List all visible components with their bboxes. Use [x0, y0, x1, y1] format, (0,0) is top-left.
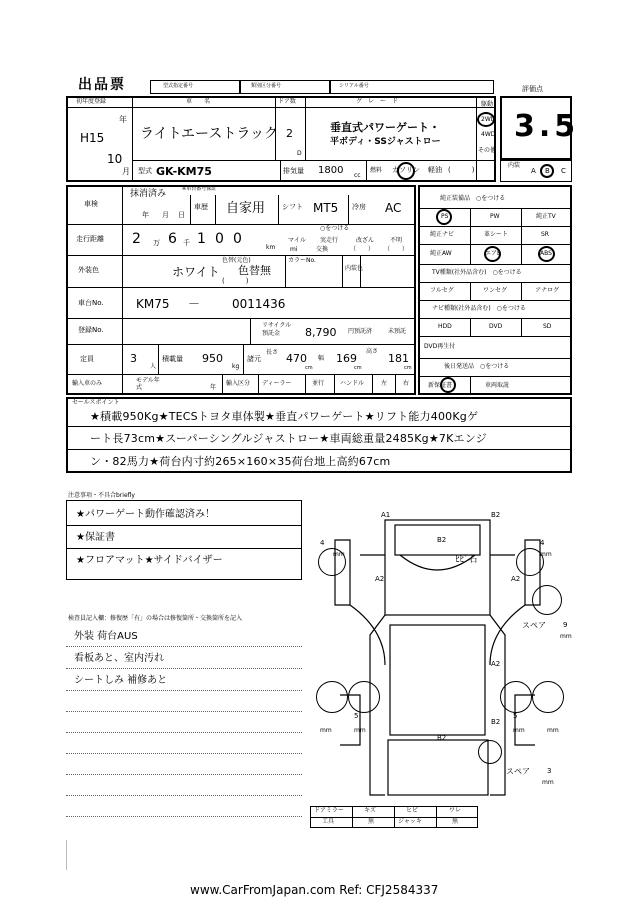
- dotted-line: [66, 732, 302, 733]
- dotted-line: [66, 753, 302, 754]
- col-divider: [278, 195, 279, 224]
- spare-tread-2: 3: [547, 767, 552, 775]
- row-divider: [418, 358, 572, 359]
- col-divider: [215, 195, 216, 224]
- car-name-label: 車 名: [186, 98, 211, 105]
- col-divider: [470, 376, 471, 395]
- registry-label: 登録No.: [78, 326, 104, 334]
- mi-label: mi: [290, 246, 298, 253]
- equip-abs-circle: [538, 246, 555, 262]
- col-divider: [395, 374, 396, 395]
- inspector-line-3: シートしみ 補修あと: [74, 675, 168, 686]
- chassis-label: 車台No.: [78, 299, 104, 307]
- tread-rear-left: 5: [354, 712, 359, 720]
- mm-4: mm: [320, 727, 332, 734]
- use-value: 自家用: [226, 201, 266, 216]
- col-divider: [436, 806, 437, 828]
- doors-unit: D: [297, 150, 302, 157]
- col-divider: [521, 318, 522, 336]
- grade-line1: 垂直式パワーゲート・: [330, 121, 440, 134]
- colorno-label: カラーNo.: [288, 257, 316, 264]
- year-label: 初年度登録: [76, 98, 107, 105]
- disp-label: 排気量: [283, 167, 304, 175]
- wheel-rear-right: [500, 681, 532, 713]
- row-divider: [66, 224, 416, 225]
- row-divider: [418, 300, 572, 301]
- import-label: 輸入車のみ: [72, 380, 103, 387]
- dealer-label: ディーラー: [262, 380, 292, 387]
- grade-label: グ レ ー ド: [356, 98, 399, 105]
- drive-2wd-circle: [477, 112, 495, 127]
- fuel-light: 軽油: [428, 166, 442, 174]
- tv-fullseg: フルセグ: [430, 287, 454, 294]
- inspection-month: 月: [162, 211, 169, 219]
- sales-line-2: ート長73cm★スーパーシングルジャストロー★車両総重量2485Kg★7Kエンジ: [90, 432, 487, 445]
- col-divider: [366, 160, 367, 182]
- legend-h1: ドアミラー: [314, 807, 344, 814]
- col-divider: [122, 185, 123, 395]
- handle-right: 右: [403, 380, 410, 387]
- score-value: 3.5: [514, 109, 580, 144]
- col-divider: [470, 208, 471, 264]
- equip-leather: 革シート: [484, 231, 509, 238]
- interior-b-circle: [540, 164, 554, 178]
- docs-title: 後日発送品 ○をつける: [444, 363, 510, 370]
- row-divider: [66, 426, 572, 427]
- row-divider: [418, 282, 572, 283]
- notes-line-2: ★保証書: [76, 532, 115, 543]
- mileage-paren-2: （ ）: [350, 246, 375, 253]
- col-divider: [285, 255, 286, 287]
- chassis-prefix: KM75: [136, 297, 170, 311]
- row-divider: [66, 548, 302, 549]
- wid-value: 169: [336, 352, 357, 365]
- handle-left: 左: [381, 380, 388, 387]
- col-divider: [158, 344, 159, 374]
- col-divider: [342, 255, 343, 287]
- equip-aw: 純正AW: [430, 250, 452, 257]
- fuel-gas: ガソリン: [392, 166, 420, 174]
- mm-7: mm: [547, 727, 559, 734]
- shift-label: シフト: [282, 203, 303, 211]
- dim-label: 諸元: [247, 355, 261, 363]
- inspector-line-2: 看板あと、室内汚れ: [74, 653, 164, 664]
- col-divider: [280, 160, 281, 182]
- wid-label: 幅: [318, 355, 325, 362]
- equip-ps: PS: [441, 213, 449, 220]
- disp-value: 1800: [318, 165, 344, 176]
- row-divider: [66, 344, 416, 345]
- mileage-digit-3: 1: [197, 231, 206, 247]
- navi-dvd: DVD: [489, 323, 503, 330]
- shift-value: MT5: [313, 201, 339, 215]
- mm-2: mm: [540, 551, 552, 558]
- equip-airbag: エアB: [485, 250, 502, 257]
- interior-c: C: [561, 167, 566, 175]
- mileage-label: 走行距離: [76, 235, 104, 243]
- row-divider: [418, 318, 572, 319]
- inspector-title: 検査員記入欄：修復歴「有」の場合は修復箇所・交換箇所を記入: [68, 615, 243, 622]
- drive-2wd: 2WD: [481, 116, 496, 123]
- row-divider: [132, 160, 496, 161]
- diagram-a2-right: A2: [511, 575, 521, 583]
- type-value: GK-KM75: [156, 165, 212, 178]
- sales-line-3: ン・82馬力★荷台内寸約265×160×35荷台地上高約67cm: [90, 455, 391, 468]
- swap-label: 交換: [316, 246, 329, 253]
- grade-line2: 平ボディ・SSジャストロー: [330, 137, 441, 147]
- drive-label: 駆動: [481, 101, 494, 108]
- interior-b: B: [545, 167, 550, 175]
- month-unit: 月: [122, 167, 130, 176]
- year-unit: 年: [119, 115, 127, 124]
- serial-label: シリアル番号: [339, 83, 369, 89]
- legend-r2: 無: [368, 818, 375, 825]
- diagram-a2-rear: A2: [491, 660, 501, 668]
- notes-title: 注意事項・不具合briefly: [68, 492, 135, 499]
- orig-color-label: 色替(元色): [222, 257, 251, 264]
- dotted-line: [66, 795, 302, 796]
- drive-other: その他: [478, 147, 497, 154]
- interior-label: 内装: [508, 162, 521, 169]
- tread-front-right: 4: [540, 539, 545, 547]
- col-divider: [372, 374, 373, 395]
- row-divider: [66, 449, 572, 450]
- notes-line-1: ★パワーゲート動作確認済み！: [76, 509, 215, 520]
- col-divider: [476, 96, 477, 182]
- parallel-label: 並行: [312, 380, 325, 387]
- load-unit: kg: [232, 363, 240, 370]
- footer-reference: www.CarFromJapan.com Ref: CFJ2584337: [190, 883, 439, 897]
- load-label: 積載量: [162, 355, 183, 363]
- recycle-paid-label: 円預託済: [348, 328, 373, 335]
- len-value: 470: [286, 352, 307, 365]
- col-divider: [305, 374, 306, 395]
- row-divider: [418, 264, 572, 265]
- col-divider: [334, 374, 335, 395]
- docs-new-warranty: 新保証書: [428, 382, 453, 389]
- inspection-note: ※車台番号保証: [182, 186, 217, 192]
- mileage-digit-5: 0: [233, 231, 242, 247]
- row-divider: [418, 226, 572, 227]
- disp-unit: cc: [354, 172, 361, 179]
- row-divider: [418, 336, 572, 337]
- wheel-rear-right-2: [532, 681, 564, 713]
- equip-pw: PW: [490, 213, 500, 220]
- equip-ps-circle: [436, 209, 452, 225]
- spare-label-1: スペア: [522, 621, 546, 630]
- capacity-unit: 人: [150, 363, 157, 370]
- mileage-unit: km: [266, 244, 276, 251]
- dotted-line: [66, 774, 302, 775]
- diagram-chip: ﾋﾋﾞ石: [455, 555, 478, 565]
- inspector-line-1: 外装 荷台AUS: [74, 631, 138, 642]
- car-name: ライトエーストラック: [140, 126, 279, 142]
- spec-table: [66, 185, 416, 395]
- recycle-unpaid-label: 未預託: [388, 328, 407, 335]
- legend-h4: ワレ: [449, 807, 462, 814]
- doors-label: ドア数: [278, 98, 296, 105]
- score-box: [500, 96, 580, 160]
- dvd-play: DVD再生付: [424, 343, 456, 350]
- col-divider: [360, 255, 361, 287]
- row-divider: [66, 318, 416, 319]
- row-divider: [66, 255, 416, 256]
- registration-year: H15: [80, 131, 105, 145]
- mileage-digit-4: 0: [215, 231, 224, 247]
- tv-analog: アナログ: [535, 287, 560, 294]
- docs-warranty-circle: [440, 377, 456, 393]
- navi-type-title: ナビ種類(社外品含む) ○をつける: [432, 305, 526, 312]
- mileage-man: 万: [153, 239, 160, 247]
- serial-box: [330, 80, 494, 94]
- equip-navi: 純正ナビ: [430, 231, 455, 238]
- fuel-label: 燃料: [370, 167, 383, 174]
- import-route-label: 輸入区分: [226, 380, 251, 387]
- ext-color-label: 外装色: [78, 266, 99, 274]
- capacity-label: 定員: [80, 355, 94, 363]
- hgt-label: 高さ: [366, 348, 379, 355]
- inspection-value: 抹消済み: [130, 189, 167, 199]
- doors-value: 2: [286, 127, 293, 140]
- wheel-rear-left: [316, 681, 348, 713]
- navi-sd: SD: [543, 323, 552, 330]
- col-divider: [305, 96, 306, 160]
- len-unit: cm: [305, 365, 313, 371]
- row-divider: [66, 525, 302, 526]
- diagram-b2-cab: B2: [437, 536, 447, 544]
- col-divider: [521, 208, 522, 264]
- chassis-dash: －: [188, 297, 201, 311]
- model-year-label: モデル年式: [136, 377, 160, 391]
- handle-label: ハンドル: [340, 380, 365, 387]
- diagram-b2-top: B2: [491, 511, 501, 519]
- ac-value: AC: [385, 201, 402, 215]
- mileage-sen: 千: [183, 239, 190, 247]
- col-divider: [352, 806, 353, 828]
- tread-front-left: 4: [320, 539, 325, 547]
- class-code-box: [240, 80, 330, 94]
- col-divider: [521, 282, 522, 300]
- col-divider: [243, 344, 244, 374]
- col-divider: [470, 282, 471, 300]
- dotted-line: [66, 816, 302, 817]
- registration-month: 10: [107, 152, 123, 166]
- legend-r4: 無: [452, 818, 459, 825]
- tamper-label: 改ざん: [356, 237, 375, 244]
- navi-hdd: HDD: [438, 323, 452, 330]
- equip-abs: ABS: [540, 250, 552, 257]
- col-divider: [348, 195, 349, 224]
- row-divider: [418, 244, 572, 245]
- len-label: 長さ: [266, 349, 279, 356]
- legend-h2: キズ: [364, 807, 376, 814]
- col-divider: [470, 318, 471, 336]
- row-divider: [66, 107, 496, 108]
- use-label: 車歴: [194, 203, 208, 211]
- inspection-day: 日: [178, 211, 185, 219]
- type-label: 型式: [138, 167, 152, 175]
- mm-6: mm: [513, 727, 525, 734]
- legend-r3: ジャッキ: [398, 818, 422, 825]
- col-divider: [132, 96, 133, 182]
- spare-wheel-1: [532, 585, 562, 615]
- capacity-value: 3: [130, 352, 137, 365]
- form-title: 出品票: [78, 77, 126, 93]
- interior-a: A: [531, 167, 536, 175]
- col-divider: [190, 195, 191, 224]
- ext-color-value: ホワイト: [172, 265, 220, 279]
- row-divider: [66, 374, 416, 375]
- model-code-box: [150, 80, 240, 94]
- class-code-label: 類別区分番号: [251, 83, 282, 89]
- dotted-line: [66, 711, 302, 712]
- equip-sr: SR: [541, 231, 549, 238]
- row-divider: [66, 287, 416, 288]
- wheel-rear-left-2: [348, 681, 380, 713]
- mile-label: マイル: [288, 237, 306, 244]
- wid-unit: cm: [354, 365, 362, 371]
- col-divider: [394, 806, 395, 828]
- score-label: 評価点: [522, 85, 543, 93]
- fuel-gas-circle: [397, 162, 415, 180]
- repaint-value: 色替無: [238, 264, 271, 277]
- margin-line: [66, 840, 67, 870]
- equip-airbag-circle: [484, 246, 501, 262]
- mileage-digit-1: 2: [132, 231, 141, 247]
- tread-rear-right: 5: [513, 712, 518, 720]
- int-color-label: 内装色: [345, 265, 364, 272]
- mileage-digit-2: 6: [168, 231, 177, 247]
- mm-3: mm: [560, 633, 572, 640]
- drive-4wd: 4WD: [481, 131, 496, 138]
- recycle-label: リサイクル預託金: [262, 322, 292, 337]
- col-divider: [258, 374, 259, 395]
- color-paren: ( ): [222, 277, 249, 285]
- sales-title: セールスポイント: [72, 399, 120, 406]
- chassis-number: 0011436: [232, 297, 286, 311]
- dotted-line: [66, 690, 302, 691]
- diagram-b2-deck: B2: [437, 734, 447, 742]
- spare-label-2: スペア: [506, 767, 530, 776]
- dotted-line: [66, 646, 302, 647]
- legend-h3: ヒビ: [406, 807, 419, 814]
- col-divider: [222, 374, 223, 395]
- hgt-value: 181: [388, 352, 409, 365]
- diagram-b2-rear: B2: [491, 718, 501, 726]
- mileage-paren-3: （ ）: [384, 246, 409, 253]
- spare-wheel-2: [478, 740, 502, 764]
- legend-r1: 工具: [322, 818, 335, 825]
- tv-oneseg: ワンセグ: [483, 287, 508, 294]
- unknown-label: 不明: [390, 237, 403, 244]
- mm-1: mm: [333, 551, 345, 558]
- hgt-unit: cm: [404, 365, 412, 371]
- ac-label: 冷房: [352, 203, 366, 211]
- docs-manual: 車両取説: [485, 382, 510, 389]
- mm-5: mm: [354, 727, 366, 734]
- diagram-a2-left: A2: [375, 575, 385, 583]
- notes-line-3: ★フロアマット★サイドバイザー: [76, 555, 223, 566]
- inspection-year: 年: [142, 211, 149, 219]
- mm-8: mm: [542, 779, 554, 786]
- equipment-title: 純正装備品 ○をつける: [440, 195, 506, 202]
- diagram-a1: A1: [381, 511, 391, 519]
- circle-note: ○をつける: [320, 225, 350, 232]
- inspection-label: 車検: [84, 200, 98, 208]
- sales-line-1: ★積載950Kg★TECSトヨタ車体製★垂直パワーゲート★リフト能力400Kgゲ: [90, 410, 479, 423]
- load-value: 950: [202, 352, 223, 365]
- recycle-value: 8,790: [305, 326, 337, 339]
- model-year-unit: 年: [210, 384, 217, 391]
- tv-type-title: TV種類(社外品含む) ○をつける: [432, 269, 522, 276]
- fix-label: 実走行: [320, 237, 339, 244]
- row-divider: [418, 376, 572, 377]
- equip-tv: 純正TV: [536, 213, 556, 220]
- fuel-paren: ( ): [448, 166, 475, 174]
- dotted-line: [66, 668, 302, 669]
- col-divider: [250, 318, 251, 344]
- spare-tread-1: 9: [563, 621, 568, 629]
- model-code-label: 型式指定番号: [163, 83, 194, 89]
